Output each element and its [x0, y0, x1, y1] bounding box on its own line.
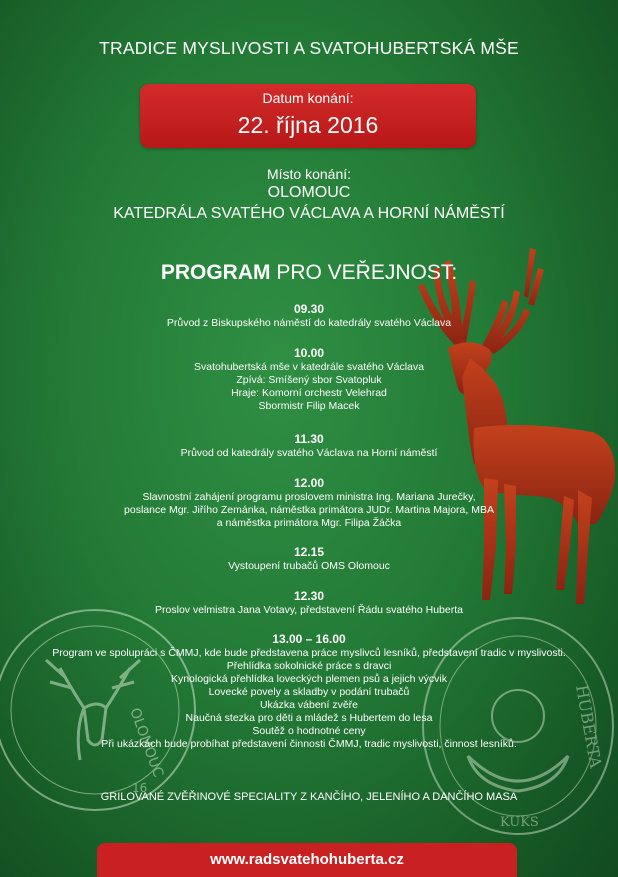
program-item-1215: [0, 545, 618, 573]
program-line: Proslov velmistra Jana Votavy, představení Řádu svatého Huberta: [155, 604, 463, 616]
date-value: 22. října 2016: [237, 112, 379, 138]
date-box: [140, 84, 476, 148]
program-item-1300-1600: [0, 632, 618, 751]
program-item-1130: [0, 432, 618, 460]
place-label: Místo konání:: [266, 166, 352, 182]
program-line: Přehlídka sokolnické práce s dravci: [226, 660, 392, 672]
program-time: 13.00 – 16.00: [272, 632, 346, 646]
program-line: Naučná stezka pro děti a mládež s Hubertem do lesa: [185, 712, 433, 724]
program-line: Průvod z Biskupského náměstí do katedrály svatého Václava: [166, 317, 452, 329]
program-line: poslance Mgr. Jiřího Zemánka, náměstka primátora JUDr. Martina Majora, MBA: [124, 504, 494, 516]
website-link[interactable]: www.radsvatehohuberta.cz: [97, 843, 517, 877]
food-note: GRILOVANÉ ZVĚŘINOVÉ SPECIALITY Z KANČÍHO, JELENÍHO A DANČÍHO MASA: [100, 791, 518, 803]
program-time: 10.00: [293, 346, 325, 360]
program-line: Program ve spolupráci s ČMMJ, kde bude představena práce myslivců lesníků, představení tradic v myslivosti.: [52, 647, 566, 659]
program-line: Slavnostní zahájení programu proslovem ministra Ing. Mariana Jurečky,: [142, 491, 476, 503]
program-line: Soutěž o hodnotné ceny: [252, 725, 366, 737]
program-time: 12.30: [293, 589, 325, 603]
order-emblem-text: HUBERTA: [572, 683, 606, 770]
program-line: Lovecké povely a skladby v podání trubačů: [208, 686, 410, 698]
program-line: Průvod od katedrály svatého Václava na Horní náměstí: [180, 447, 438, 459]
date-label: Datum konání:: [262, 90, 354, 106]
place-site: KATEDRÁLA SVATÉHO VÁCLAVA A HORNÍ NÁMĚSTÍ: [113, 205, 505, 222]
program-line: Hraje: Komorní orchestr Velehrad: [231, 387, 387, 399]
program-item-0930: [0, 302, 618, 330]
program-time: 09.30: [293, 302, 325, 316]
program-line: Při ukázkách bude probíhat představení činnosti ČMMJ, tradic myslivosti, činnost lesníků.: [101, 738, 517, 750]
program-line: Svatohubertská mše v katedrále svatého Václava: [194, 361, 424, 373]
program-line: Zpívá: Smíšený sbor Svatopluk: [236, 374, 382, 386]
program-heading-rest: PRO VEŘEJNOST:: [270, 261, 458, 284]
hunting-horn-icon: [468, 756, 568, 791]
program-line: Sbormistr Filip Macek: [258, 400, 360, 412]
program-line: Ukázka vábení zvěře: [259, 699, 359, 711]
program-heading: [0, 261, 618, 285]
program-heading-bold: PROGRAM: [160, 261, 271, 284]
program-time: 12.00: [293, 476, 325, 490]
event-title: TRADICE MYSLIVOSTI A SVATOHUBERTSKÁ MŠE: [99, 38, 519, 58]
program-time: 12.15: [293, 545, 325, 559]
program-item-1200: [0, 476, 618, 530]
order-emblem-bottom-text: KUKS: [500, 815, 539, 830]
program-line: a náměstka primátora Mgr. Filipa Žáčka: [216, 517, 402, 529]
program-list: [0, 302, 618, 751]
program-line: Kynologická přehlídka loveckých plemen psů a jejich výcvik: [170, 673, 448, 685]
emblem-city-text: OLOMOUC: [126, 705, 167, 780]
program-item-1000: [0, 346, 618, 413]
program-time: 11.30: [294, 432, 324, 446]
emblem-number-text: 16: [132, 781, 148, 795]
program-item-1230: [0, 589, 618, 617]
place-city: OLOMOUC: [267, 184, 351, 201]
program-line: Vystoupení trubačů OMS Olomouc: [228, 560, 390, 572]
